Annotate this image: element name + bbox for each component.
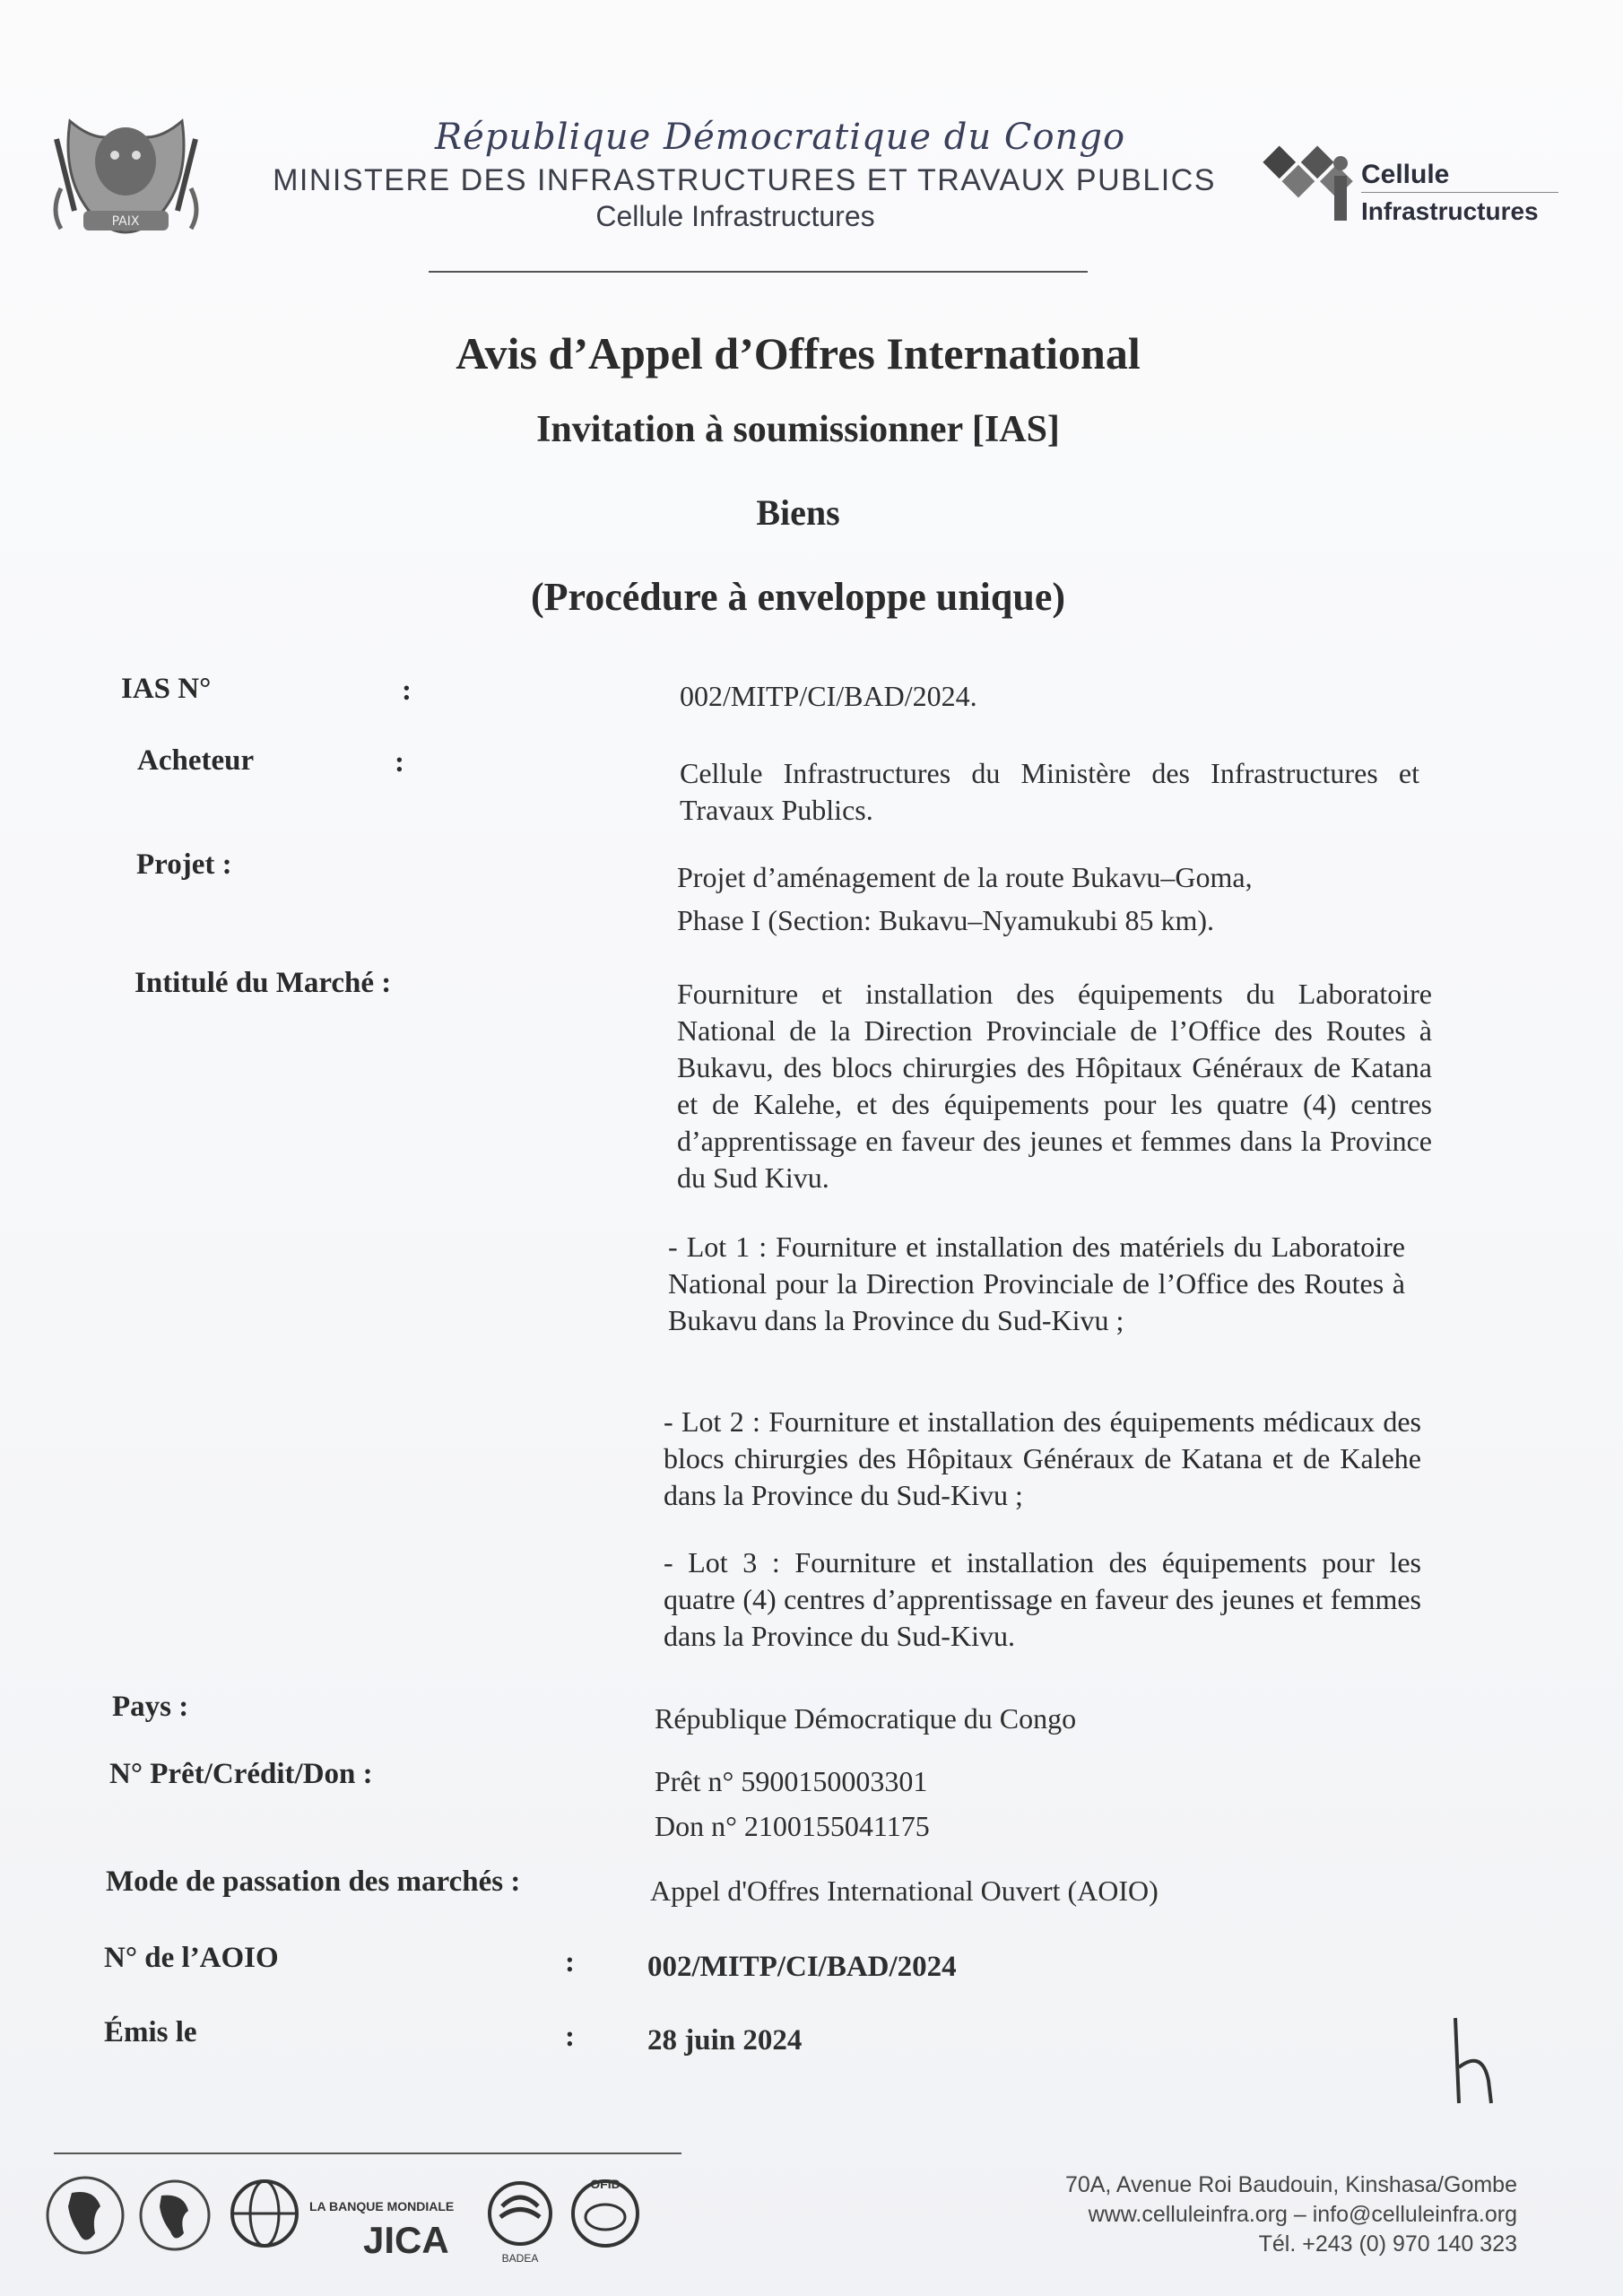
cellule-logo-icon: [1255, 145, 1354, 235]
colon: :: [395, 746, 404, 778]
projet-label: Projet :: [136, 848, 232, 881]
pays-label: Pays :: [112, 1691, 189, 1723]
don-value: Don n° 2100155041175: [655, 1810, 930, 1842]
header-center: [273, 117, 1219, 233]
lot1-item: - Lot 1 : Fourniture et installation des matériels du Laboratoire National pour la Direction Provinciale de l’Office des Routes à Bukavu dans la Province du Sud-Kivu ;: [668, 1231, 1405, 1336]
intitule-label: Intitulé du Marché :: [135, 967, 392, 999]
emis-value: 28 juin 2024: [647, 2024, 803, 2057]
projet-line2: Phase I (Section: Bukavu–Nyamukubi 85 km).: [677, 904, 1215, 936]
projet-line1: Projet d’aménagement de la route Bukavu–Goma,: [677, 861, 1253, 893]
acheteur-label: Acheteur: [137, 744, 255, 777]
cellule-name: Cellule Infrastructures: [595, 200, 875, 232]
intitule-value: Fourniture et installation des équipements du Laboratoire National de la Direction Provinciale de l’Office des Routes à Bukavu, des blocs chirurgies des Hôpitaux Généraux de Katana et de Kalehe, et des équipements pour les quatre (4) centres d’apprentissage en faveur des jeunes et femmes dans la Province du Sud Kivu.: [677, 978, 1432, 1194]
mode-value: Appel d'Offres International Ouvert (AOIO): [650, 1874, 1159, 1907]
aoio-value: 002/MITP/CI/BAD/2024: [647, 1951, 957, 1983]
logo-divider: [1361, 192, 1558, 193]
footer-address-block: [1065, 2170, 1517, 2259]
footer-tel: Tél. +243 (0) 970 140 323: [1258, 2231, 1517, 2257]
header-divider: [429, 271, 1088, 273]
world-bank-logo-icon: [232, 2181, 297, 2246]
pret-label: N° Prêt/Crédit/Don :: [109, 1758, 373, 1790]
ias-label: IAS N°: [121, 673, 212, 705]
colon: :: [565, 1946, 575, 1979]
procedure-title: (Procédure à enveloppe unique): [530, 575, 1066, 619]
invitation-title: Invitation à soumissionner [IAS]: [536, 409, 1060, 450]
african-union-logo-icon: [141, 2181, 209, 2249]
ias-value: 002/MITP/CI/BAD/2024.: [680, 680, 977, 712]
logo-line2: Infrastructures: [1361, 197, 1539, 225]
pret-value: Prêt n° 5900150003301: [655, 1765, 928, 1797]
partner-logos: [36, 2161, 664, 2269]
republic-name: République Démocratique du Congo: [434, 117, 1126, 158]
lot3-item: - Lot 3 : Fourniture et installation des équipements pour les quatre (4) centres d’apprentissage en faveur des jeunes et femmes dans la Province du Sud-Kivu.: [664, 1546, 1421, 1652]
cellule-logo: [1255, 145, 1560, 235]
mode-label: Mode de passation des marchés :: [106, 1866, 521, 1898]
afdb-logo-icon: [48, 2178, 123, 2253]
emis-label: Émis le: [104, 2016, 197, 2048]
lot2-item: - Lot 2 : Fourniture et installation des équipements médicaux des blocs chirurgies des Hôpitaux Généraux de Katana et de Kalehe dans la Province du Sud-Kivu ;: [664, 1405, 1421, 1511]
main-title: Avis d’Appel d’Offres International: [456, 328, 1141, 378]
coat-of-arms-icon: [43, 85, 209, 265]
partner-logos-strip: [36, 2161, 664, 2269]
colon: :: [565, 2021, 575, 2053]
svg-text:BADEA: BADEA: [501, 2252, 539, 2265]
acheteur-value: Cellule Infrastructures du Ministère des Infrastructures et Travaux Publics.: [680, 757, 1419, 826]
svg-text:OFID: OFID: [590, 2177, 621, 2191]
colon: :: [402, 674, 412, 707]
footer-address: 70A, Avenue Roi Baudouin, Kinshasa/Gombe: [1064, 2172, 1517, 2197]
category-title: Biens: [756, 492, 840, 533]
ministry-name: MINISTERE DES INFRASTRUCTURES ET TRAVAUX PUBLICS: [273, 163, 1216, 197]
footer-divider: [54, 2152, 681, 2154]
svg-text:PAIX: PAIX: [111, 214, 140, 229]
initials-signature: [1439, 2013, 1511, 2112]
svg-text:LA BANQUE MONDIALE: LA BANQUE MONDIALE: [309, 2199, 455, 2213]
footer-web[interactable]: www.celluleinfra.org – info@celluleinfra.org: [1088, 2202, 1517, 2227]
aoio-label: N° de l’AOIO: [104, 1942, 279, 1974]
logo-line1: Cellule: [1361, 160, 1450, 189]
pays-value: République Démocratique du Congo: [655, 1702, 1077, 1735]
svg-text:JICA: JICA: [363, 2219, 449, 2261]
badea-logo-icon: [490, 2183, 551, 2244]
